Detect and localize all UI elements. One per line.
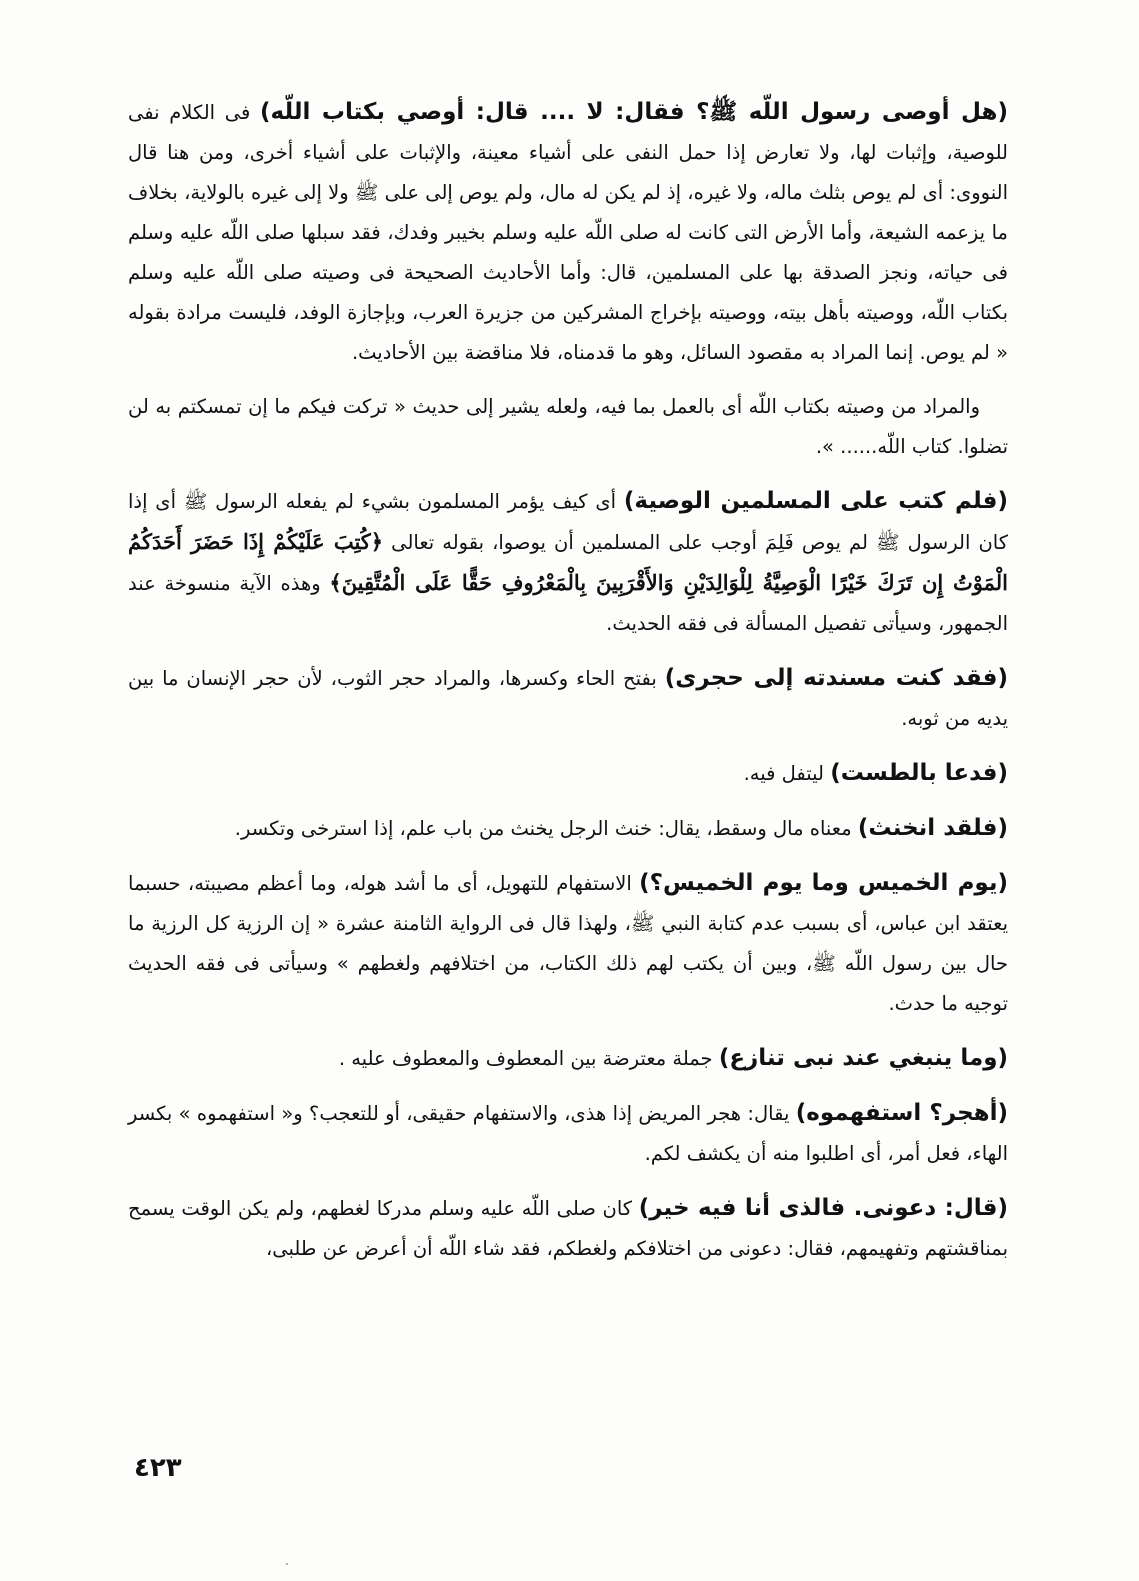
commentary-text: وهذه الآية منسوخة عند الجمهور، وسيأتى تفصيل المسألة فى فقه الحديث. xyxy=(128,572,1008,635)
commentary-text: فى الكلام نفى للوصية، وإثبات لها، ولا تعارض إذا حمل النفى على أشياء معينة، والإثبات على أشياء أخرى، ومن هنا قال النووى: أى لم يوص بثلث ماله، ولا غيره، إذ لم يكن له مال، ولم يوص إلى على ﷺ ولا إلى غيره بالولاية، بخلاف ما يزعمه الشيعة، وأما الأرض التى كانت له صلى اللّه عليه وسلم بخيبر وفدك، فقد سبلها صلى اللّه عليه وسلم فى حياته، ونجز الصدقة بها على المسلمين، قال: وأما الأحاديث الصحيحة فى وصيته صلى اللّه عليه وسلم بكتاب اللّه، ووصيته بأهل بيته، ووصيته بإخراج المشركين من جزيرة العرب، وبإجازة الوفد، فليست مرادة بقوله « لم يوص. إنما المراد به مقصود السائل، وهو ما قدمناه، فلا مناقضة بين الأحاديث. xyxy=(128,101,1008,364)
lemma-heading: (يوم الخميس وما يوم الخميس؟) xyxy=(639,870,1008,896)
paragraph-9 xyxy=(128,1093,1008,1174)
lemma-heading: (أهجر؟ استفهموه) xyxy=(795,1100,1008,1126)
commentary-text: ليتفل فيه. xyxy=(743,762,831,785)
lemma-heading: (فلم كتب على المسلمين الوصية) xyxy=(623,488,1008,514)
paragraph-8 xyxy=(128,1038,1008,1079)
commentary-text: الاستفهام للتهويل، أى ما أشد هوله، وما أعظم مصيبته، حسبما يعتقد ابن عباس، أى بسبب عدم كتابة النبي ﷺ، ولهذا قال فى الرواية الثامنة عشرة « إن الرزية كل الرزية ما حال بين رسول اللّه ﷺ، وبين أن يكتب لهم ذلك الكتاب، من اختلافهم ولغطهم » وسيأتى فى فقه الحديث توجيه ما حدث. xyxy=(128,872,1008,1015)
commentary-text: والمراد من وصيته بكتاب اللّه أى بالعمل بما فيه، ولعله يشير إلى حديث « تركت فيكم ما إن تمسكتم به لن تضلوا. كتاب اللّه...... ». xyxy=(128,395,1008,458)
lemma-heading: (قال: دعونى. فالذى أنا فيه خير) xyxy=(638,1195,1008,1221)
page-body xyxy=(128,92,1008,1283)
paragraph-2 xyxy=(128,387,1008,467)
commentary-text: جملة معترضة بين المعطوف والمعطوف عليه . xyxy=(338,1047,719,1070)
lemma-heading: (فلقد انخنث) xyxy=(857,815,1008,841)
lemma-heading: (فقد كنت مسندته إلى حجرى) xyxy=(664,665,1009,691)
lemma-heading: (وما ينبغي عند نبى تنازع) xyxy=(718,1045,1008,1071)
quran-verse: ﴿كُتِبَ عَلَيْكُمْ إِذَا حَضَرَ أَحَدَكُمُ الْمَوْتُ إِن تَرَكَ خَيْرًا الْوَصِيَّةُ لِلْوَالِدَيْنِ وَالأَقْرَبِينَ بِالْمَعْرُوفِ حَقًّا عَلَى الْمُتَّقِينَ﴾ xyxy=(128,529,1008,595)
commentary-text: بفتح الحاء وكسرها، والمراد حجر الثوب، لأن حجر الإنسان ما بين يديه من ثوبه. xyxy=(128,667,1008,730)
commentary-text: معناه مال وسقط، يقال: خنث الرجل يخنث من باب علم، إذا استرخى وتكسر. xyxy=(234,817,858,840)
paragraph-5 xyxy=(128,753,1008,794)
page-number: ٤٢٣ xyxy=(134,1453,182,1483)
lemma-heading: (هل أوصى رسول اللّه ﷺ؟ فقال: لا .... قال: أوصي بكتاب اللّه) xyxy=(260,99,1008,125)
lemma-heading: (فدعا بالطست) xyxy=(830,760,1008,786)
paragraph-1 xyxy=(128,92,1008,373)
paragraph-10 xyxy=(128,1188,1008,1269)
paragraph-7 xyxy=(128,863,1008,1024)
commentary-text: أى كيف يؤمر المسلمون بشيء لم يفعله الرسول ﷺ أى إذا كان الرسول ﷺ لم يوص فَلِمَ أوجب على المسلمين أن يوصوا، بقوله تعالى xyxy=(128,490,1009,554)
paragraph-4 xyxy=(128,658,1008,739)
paragraph-3 xyxy=(128,481,1008,644)
commentary-text: كان صلى اللّه عليه وسلم مدركا لغطهم، ولم يكن الوقت يسمح بمناقشتهم وتفهيمهم، فقال: دعونى من اختلافكم ولغطكم، فقد شاء اللّه أن أعرض عن طلبى، xyxy=(128,1197,1008,1260)
scan-speck xyxy=(286,1563,288,1565)
commentary-text: يقال: هجر المريض إذا هذى، والاستفهام حقيقى، أو للتعجب؟ و« استفهموه » بكسر الهاء، فعل أمر، أى اطلبوا منه أن يكشف لكم. xyxy=(128,1102,1008,1165)
paragraph-6 xyxy=(128,808,1008,849)
